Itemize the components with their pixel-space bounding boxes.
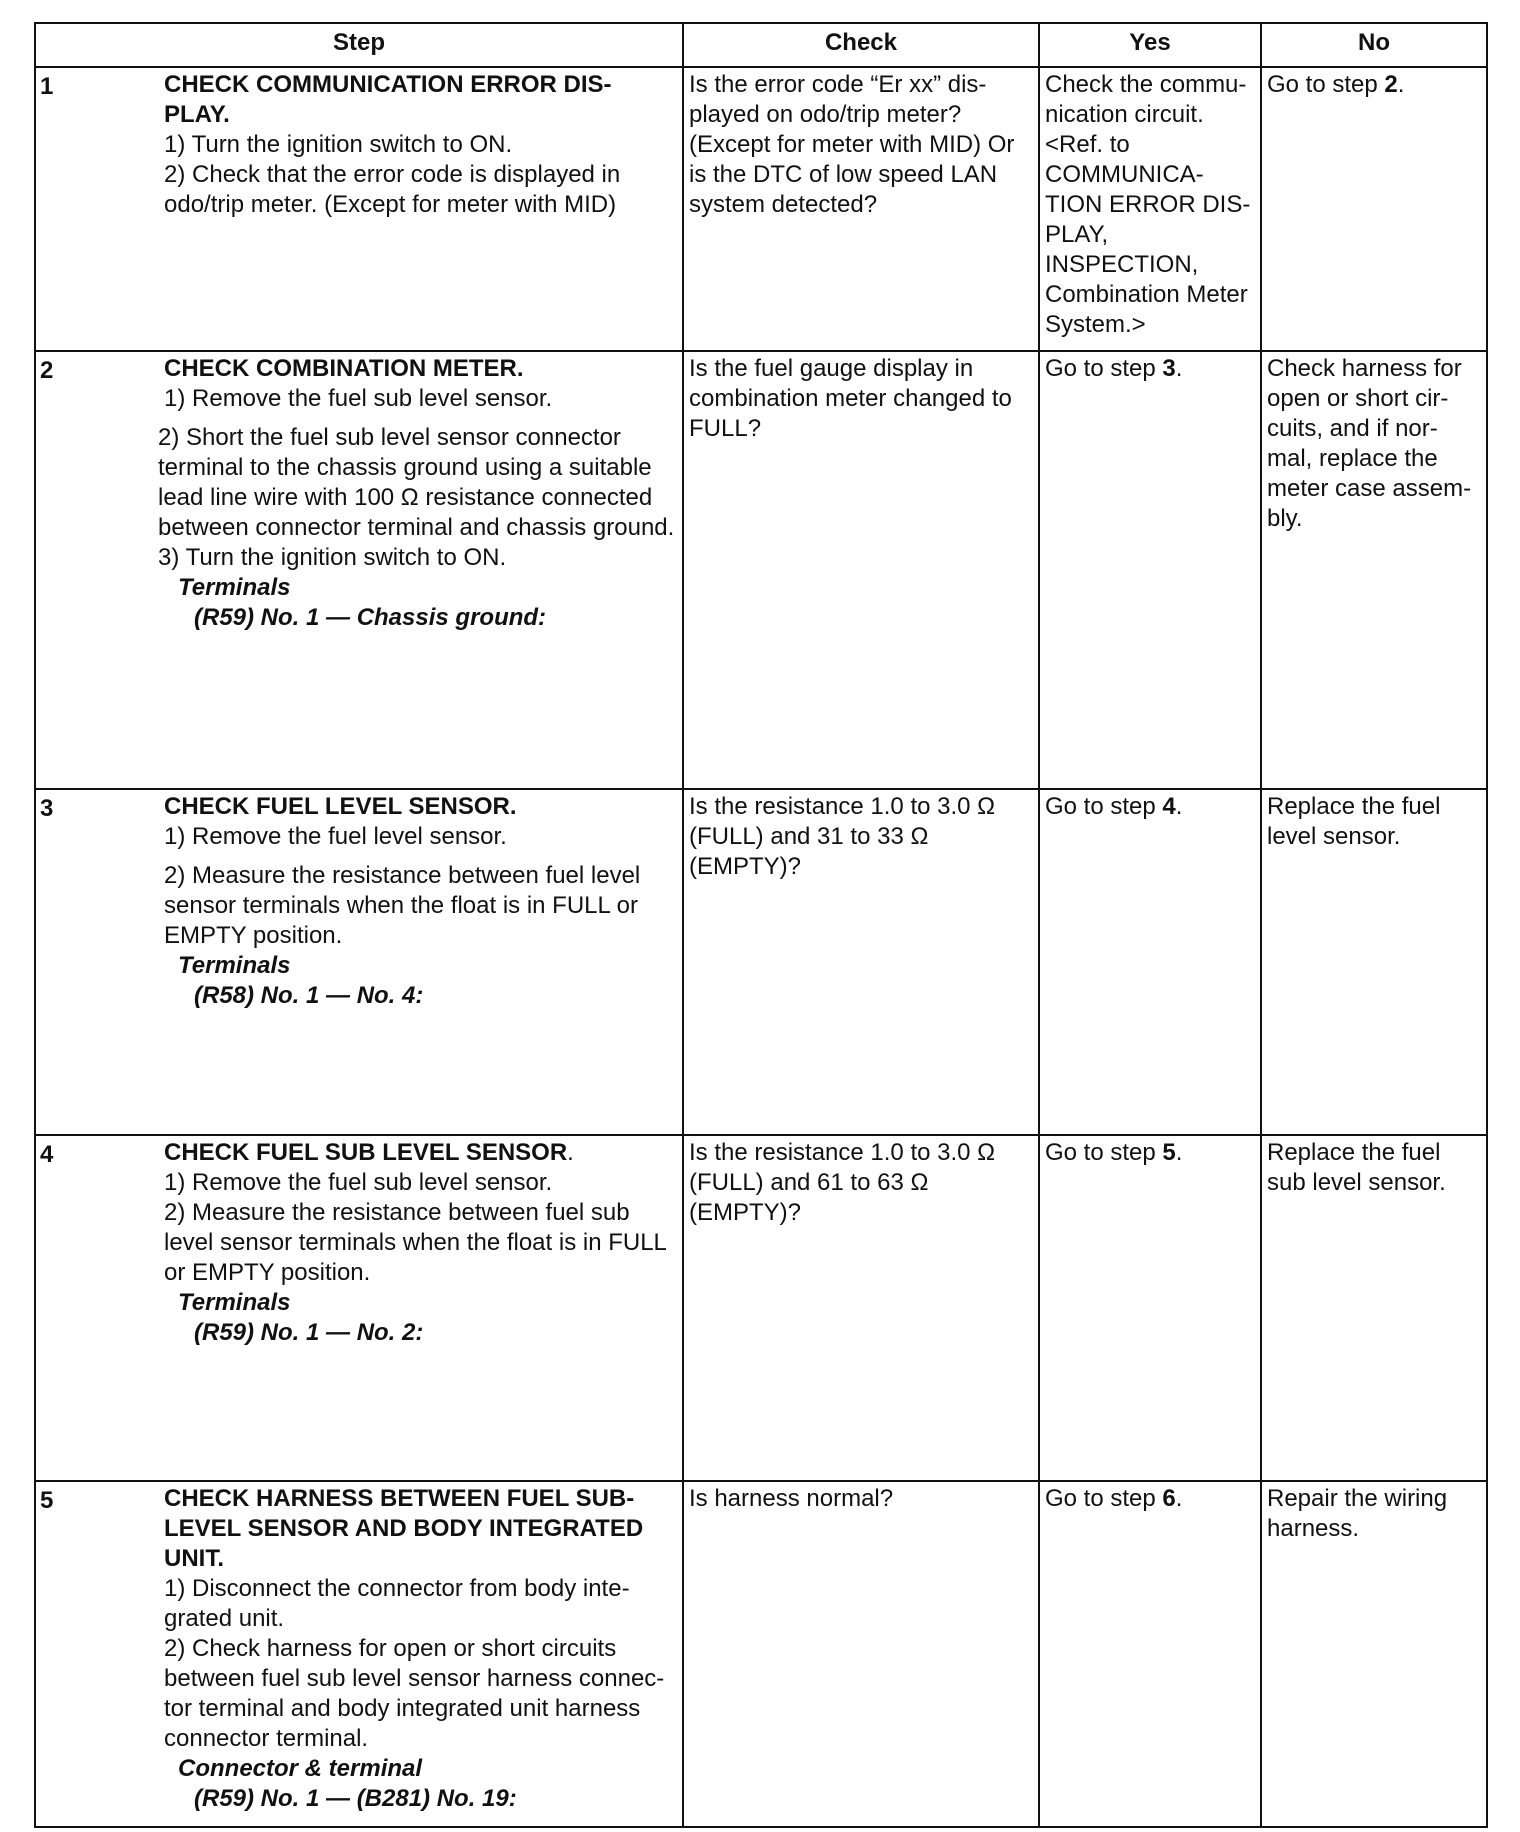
yes-cell: Check the commu-nication circuit. <Ref. to COMMUNICA-TION ERROR DIS-PLAY, INSPECTION, Combination Meter System.>	[1039, 67, 1261, 351]
header-step: Step	[35, 23, 683, 67]
goto-step-number: 3	[1162, 355, 1176, 382]
terminals-value: (R59) No. 1 — (B281) No. 19:	[194, 1785, 517, 1812]
step-body	[164, 792, 677, 1011]
goto-suffix: .	[1175, 793, 1183, 820]
step-cell	[35, 1135, 683, 1481]
step-number: 3	[40, 795, 54, 822]
step-title: CHECK HARNESS BETWEEN FUEL SUB-LEVEL SENSOR AND BODY INTEGRATED UNIT.	[164, 1485, 644, 1572]
check-cell: Is harness normal?	[683, 1481, 1039, 1827]
check-cell: Is the error code “Er xx” dis-played on odo/trip meter? (Except for meter with MID) Or is the DTC of low speed LAN system detected?	[683, 67, 1039, 351]
step-instruction: 1) Remove the fuel sub level sensor.	[164, 385, 553, 412]
terminals-label: Terminals	[178, 952, 291, 979]
table-row	[35, 351, 1487, 789]
table-row	[35, 1481, 1487, 1827]
step-cell	[35, 789, 683, 1135]
step-instruction: 1) Turn the ignition switch to ON.	[164, 131, 513, 158]
step-instruction: 2) Check that the error code is displayed in odo/trip meter. (Except for meter with MID)	[164, 161, 621, 218]
check-cell: Is the resistance 1.0 to 3.0 Ω (FULL) and 61 to 63 Ω (EMPTY)?	[683, 1135, 1039, 1481]
goto-step-number: 5	[1162, 1139, 1176, 1166]
yes-cell	[1039, 351, 1261, 789]
check-cell: Is the resistance 1.0 to 3.0 Ω (FULL) and 31 to 33 Ω (EMPTY)?	[683, 789, 1039, 1135]
goto-suffix: .	[1397, 71, 1405, 98]
step-instruction: 2) Short the fuel sub level sensor connector terminal to the chassis ground using a suitable lead line wire with 100 Ω resistance connected between connector terminal and chassis ground.	[158, 424, 675, 541]
step-cell	[35, 1481, 683, 1827]
yes-cell	[1039, 1135, 1261, 1481]
check-cell: Is the fuel gauge display in combination meter changed to FULL?	[683, 351, 1039, 789]
step-instruction: 1) Disconnect the connector from body inte-grated unit.	[164, 1575, 630, 1632]
goto-step-number: 4	[1162, 793, 1176, 820]
no-cell: Check harness for open or short cir-cuits, and if nor-mal, replace the meter case assem-bly.	[1261, 351, 1487, 789]
table-row	[35, 67, 1487, 351]
step-instruction: 1) Remove the fuel sub level sensor.	[164, 1169, 553, 1196]
step-instruction: 2) Check harness for open or short circuits between fuel sub level sensor harness connec-tor terminal and body integrated unit harness connector terminal.	[164, 1635, 665, 1752]
terminals-value: (R59) No. 1 — No. 2:	[194, 1319, 424, 1346]
step-instruction: 1) Remove the fuel level sensor.	[164, 823, 507, 850]
diagnostic-table	[34, 22, 1488, 1828]
diagnostic-page	[34, 22, 1486, 1828]
step-title: CHECK COMBINATION METER.	[164, 355, 524, 382]
step-instruction: 2) Measure the resistance between fuel level sensor terminals when the float is in FULL or EMPTY position.	[164, 862, 641, 949]
terminals-label: Connector & terminal	[178, 1755, 423, 1782]
table-row	[35, 1135, 1487, 1481]
table-header-row	[35, 23, 1487, 67]
step-body	[164, 1138, 677, 1348]
step-number: 5	[40, 1487, 54, 1514]
step-body	[164, 1484, 677, 1814]
terminals-value: (R59) No. 1 — Chassis ground:	[194, 604, 547, 631]
step-cell	[35, 351, 683, 789]
header-check: Check	[683, 23, 1039, 67]
header-yes: Yes	[1039, 23, 1261, 67]
goto-suffix: .	[1175, 1485, 1183, 1512]
step-body	[164, 70, 677, 220]
step-title-period: .	[567, 1139, 574, 1166]
yes-cell	[1039, 1481, 1261, 1827]
goto-step-number: 6	[1162, 1485, 1176, 1512]
goto-step-number: 2	[1384, 71, 1398, 98]
header-no: No	[1261, 23, 1487, 67]
goto-prefix: Go to step	[1267, 71, 1385, 98]
yes-cell	[1039, 789, 1261, 1135]
goto-prefix: Go to step	[1045, 1139, 1163, 1166]
step-title: CHECK FUEL LEVEL SENSOR.	[164, 793, 517, 820]
goto-prefix: Go to step	[1045, 355, 1163, 382]
step-body	[158, 354, 677, 633]
step-cell	[35, 67, 683, 351]
step-title	[164, 1138, 677, 1168]
step-number: 4	[40, 1141, 54, 1168]
step-number: 2	[40, 357, 54, 384]
goto-suffix: .	[1175, 1139, 1183, 1166]
terminals-value: (R58) No. 1 — No. 4:	[194, 982, 424, 1009]
no-cell: Replace the fuel level sensor.	[1261, 789, 1487, 1135]
step-number: 1	[40, 73, 54, 100]
terminals-label: Terminals	[178, 1289, 291, 1316]
goto-prefix: Go to step	[1045, 793, 1163, 820]
no-cell: Replace the fuel sub level sensor.	[1261, 1135, 1487, 1481]
table-row	[35, 789, 1487, 1135]
goto-prefix: Go to step	[1045, 1485, 1163, 1512]
step-title: CHECK COMMUNICATION ERROR DIS-PLAY.	[164, 71, 612, 128]
step-title-text: CHECK FUEL SUB LEVEL SENSOR	[164, 1139, 568, 1166]
step-instruction: 3) Turn the ignition switch to ON.	[158, 544, 507, 571]
goto-suffix: .	[1175, 355, 1183, 382]
no-cell	[1261, 67, 1487, 351]
no-cell: Repair the wiring harness.	[1261, 1481, 1487, 1827]
step-instruction: 2) Measure the resistance between fuel sub level sensor terminals when the float is in FULL or EMPTY position.	[164, 1199, 667, 1286]
terminals-label: Terminals	[178, 574, 291, 601]
